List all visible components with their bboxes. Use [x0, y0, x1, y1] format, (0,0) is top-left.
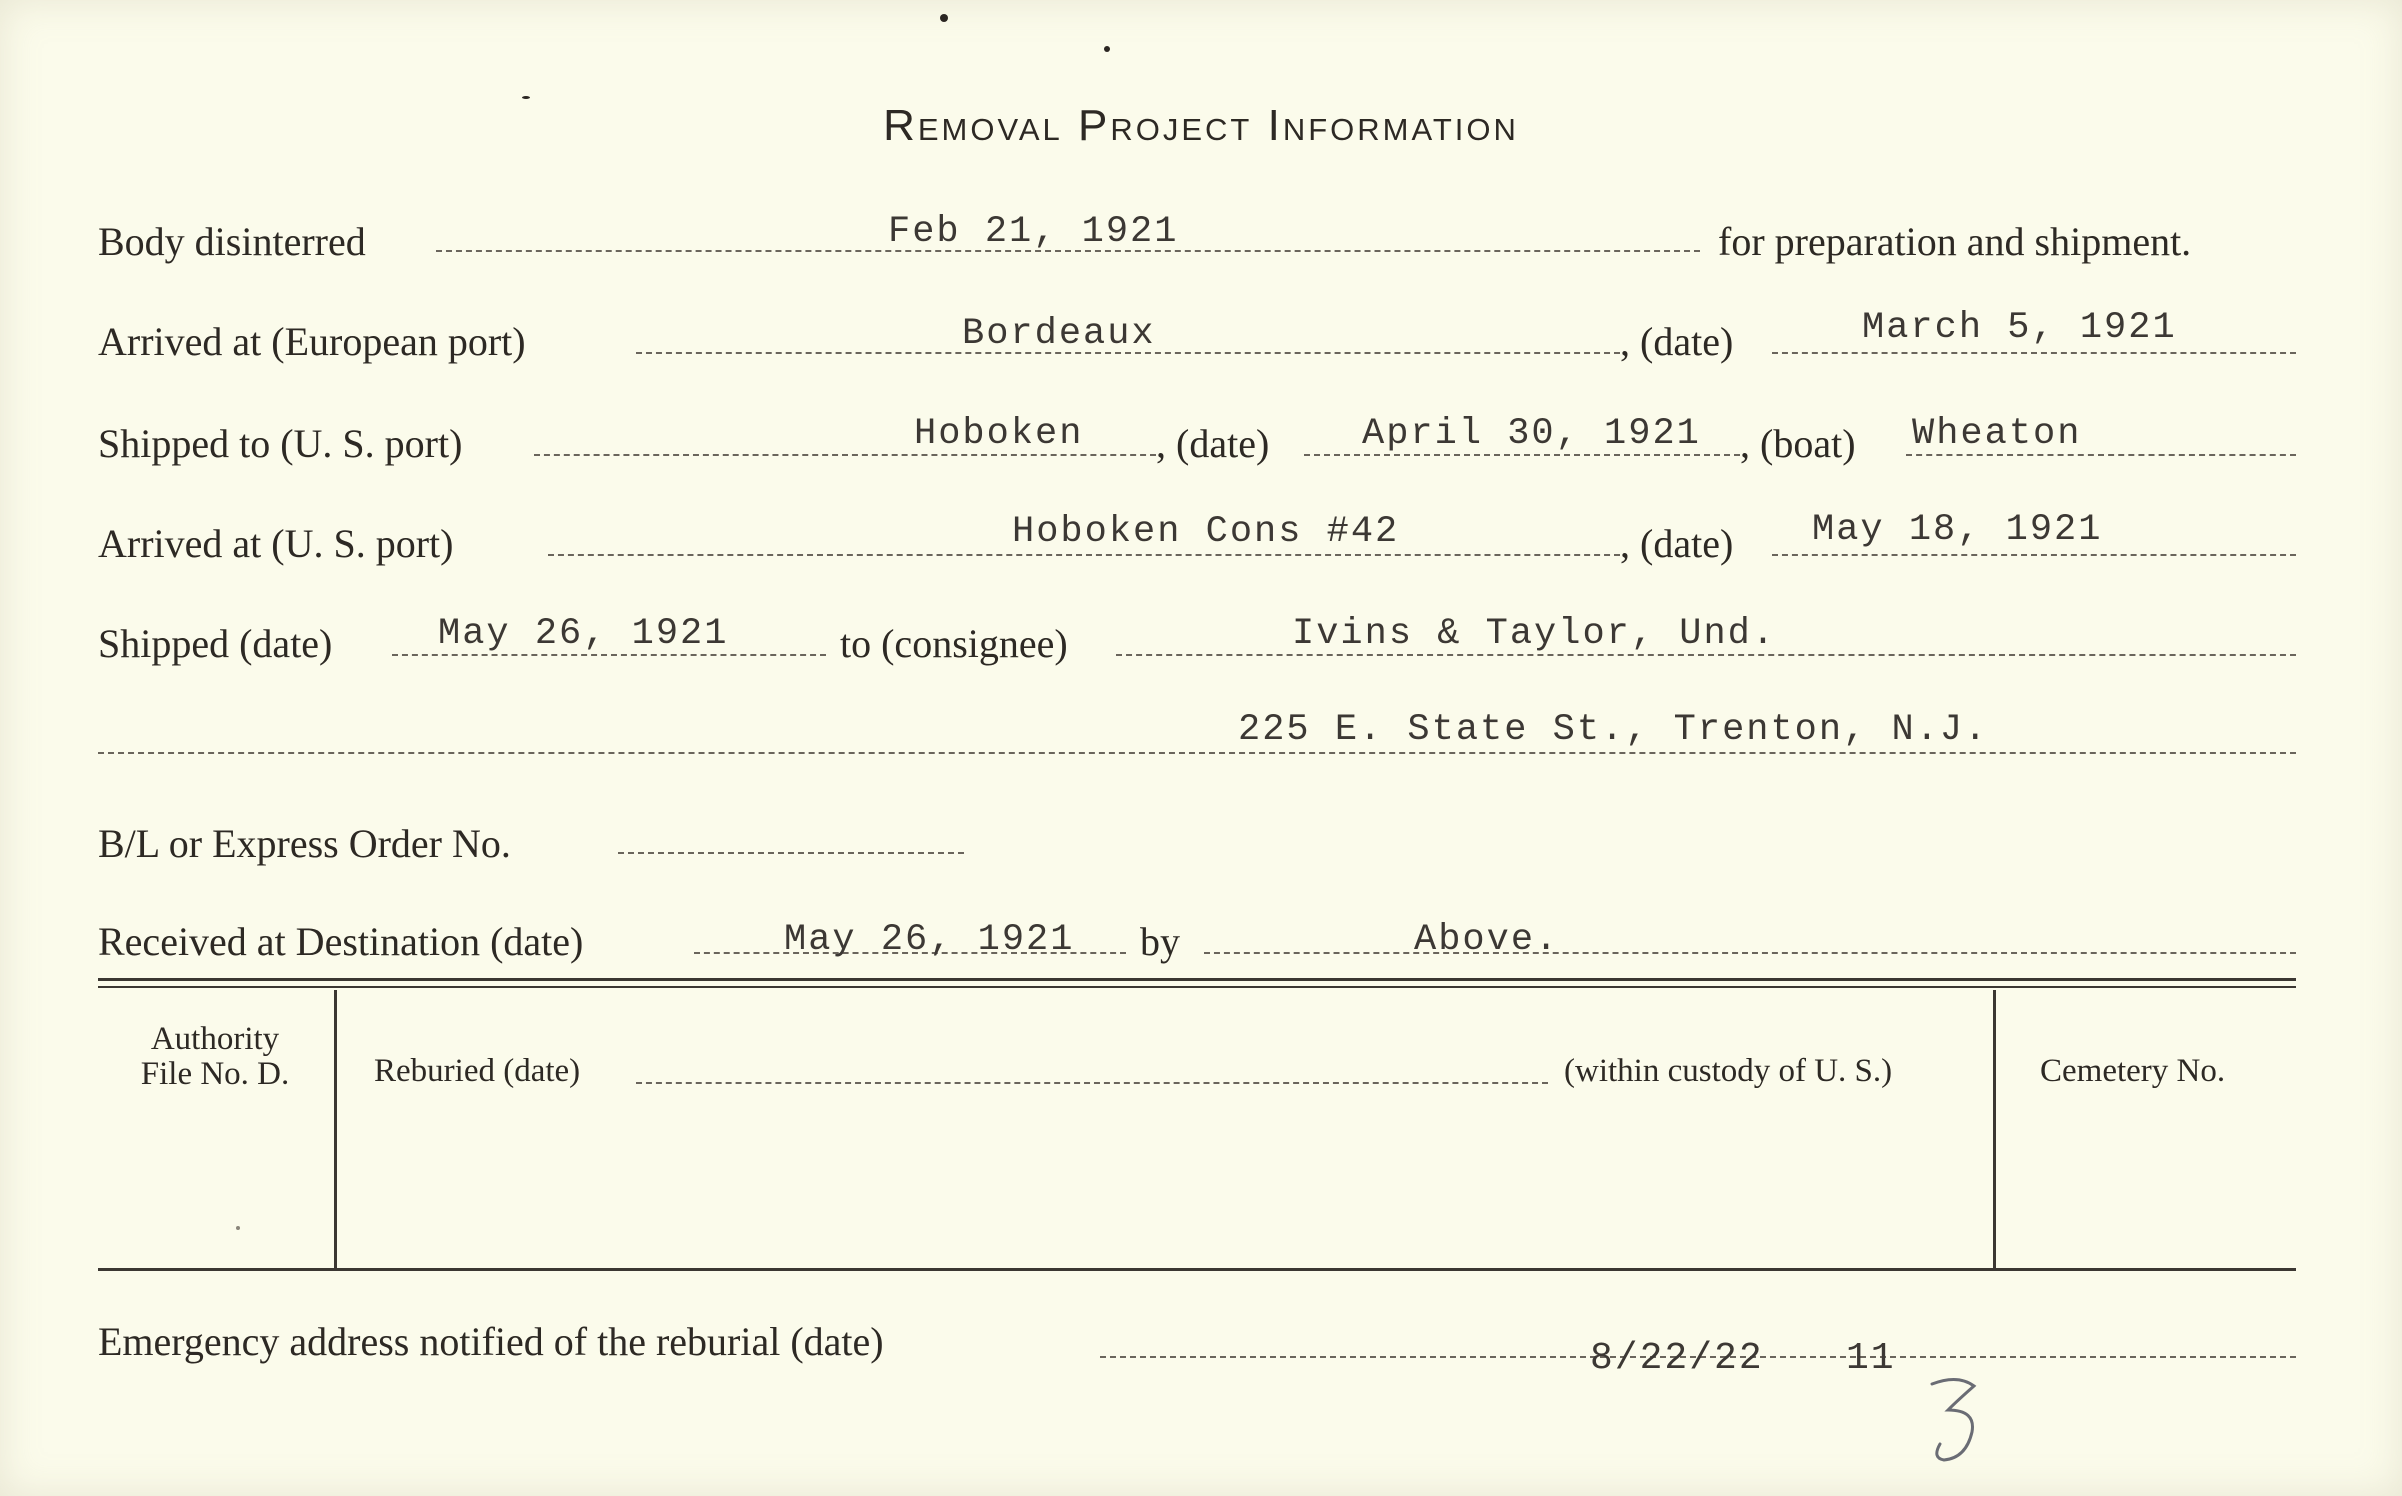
ink-speck: [1104, 46, 1110, 52]
arrived-us-port-label: Arrived at (U. S. port): [98, 521, 454, 566]
cemetery-label: Cemetery No.: [2040, 1053, 2226, 1089]
emergency-label: Emergency address notified of the reburial (date): [98, 1319, 884, 1364]
received-date-value: May 26, 1921: [784, 919, 1075, 961]
shipped-date-label: , (date): [1156, 421, 1270, 466]
body-disinterred-label: Body disinterred: [98, 219, 366, 264]
consignee-label: to (consignee): [840, 621, 1068, 666]
boat-label: , (boat): [1740, 421, 1856, 466]
emergency-code-value: 11: [1846, 1337, 1896, 1380]
authority-divider: [334, 990, 337, 1268]
european-date-value: March 5, 1921: [1862, 307, 2177, 349]
custody-label: (within custody of U. S.): [1564, 1053, 1893, 1089]
european-port-label: Arrived at (European port): [98, 319, 526, 364]
arrived-us-port-value: Hoboken Cons #42: [1012, 511, 1400, 553]
form-title: Removal Project Information: [883, 101, 1519, 150]
received-by-line: [1204, 952, 2296, 954]
reburied-label: Reburied (date): [374, 1053, 581, 1089]
top-double-rule-1: [98, 978, 2296, 981]
authority-label-line2: File No. D.: [140, 1055, 290, 1092]
ink-speck: [940, 14, 948, 22]
shipped-date2-value: May 26, 1921: [438, 613, 729, 655]
shipped-us-port-label: Shipped to (U. S. port): [98, 421, 463, 466]
received-by-value: Above.: [1414, 919, 1560, 961]
arrived-date-label: , (date): [1620, 521, 1734, 566]
shipped-date2-label: Shipped (date): [98, 621, 333, 666]
authority-label-line1: Authority: [150, 1021, 280, 1057]
arrived-date-line: [1772, 554, 2296, 556]
shipped-date-value: April 30, 1921: [1362, 413, 1701, 455]
european-port-value: Bordeaux: [962, 313, 1156, 355]
cemetery-divider: [1993, 990, 1996, 1268]
body-disinterred-value: Feb 21, 1921: [888, 211, 1179, 253]
emergency-date-value: 8/22/22: [1590, 1337, 1764, 1380]
bottom-rule: [98, 1268, 2296, 1271]
received-label: Received at Destination (date): [98, 919, 584, 964]
european-date-line: [1772, 352, 2296, 354]
pencil-mark-icon: [1918, 1370, 2008, 1470]
ink-speck: [236, 1226, 240, 1230]
bl-order-line: [618, 852, 964, 854]
boat-value: Wheaton: [1912, 413, 2082, 455]
arrived-us-port-line: [548, 554, 1620, 556]
authority-file-label: [110, 1022, 320, 1091]
address-line: [98, 752, 2296, 754]
shipped-us-port-value: Hoboken: [914, 413, 1084, 455]
european-date-label: , (date): [1620, 319, 1734, 364]
arrived-date-value: May 18, 1921: [1812, 509, 2103, 551]
received-by-label: by: [1140, 919, 1180, 964]
reburied-line: [636, 1082, 1548, 1084]
bl-order-label: B/L or Express Order No.: [98, 821, 511, 866]
body-disinterred-suffix: for preparation and shipment.: [1718, 219, 2192, 264]
consignee-address: 225 E. State St., Trenton, N.J.: [1238, 709, 1989, 751]
consignee-value: Ivins & Taylor, Und.: [1292, 613, 1777, 655]
top-double-rule-2: [98, 986, 2296, 988]
ink-speck: [522, 96, 530, 99]
